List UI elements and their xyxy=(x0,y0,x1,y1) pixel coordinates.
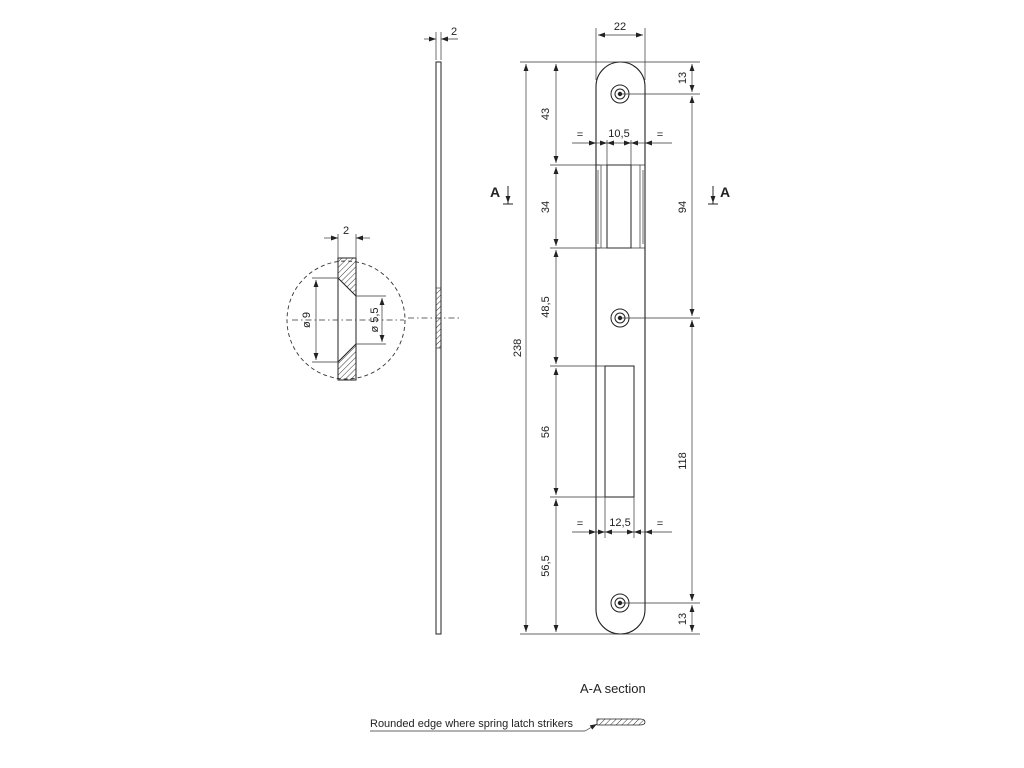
hole-detail xyxy=(287,225,405,380)
side-view xyxy=(408,26,462,634)
dim-lower-slot-width: 12,5 xyxy=(609,517,631,529)
dim-hole-bottom-edge: 13 xyxy=(677,612,689,626)
dim-hole-spacing-upper: 94 xyxy=(677,200,689,214)
detail-section-upper xyxy=(338,258,356,296)
front-view xyxy=(490,21,730,634)
detail-section-lower xyxy=(338,344,356,380)
section-mark-left xyxy=(490,184,513,204)
dim-detail-thickness: 2 xyxy=(343,225,350,237)
equal-mark-lower-left: = xyxy=(576,518,584,530)
svg-text:A: A xyxy=(720,184,731,200)
equal-mark-lower-right: = xyxy=(656,518,664,530)
dim-hole-spacing-lower: 118 xyxy=(677,452,689,470)
section-mark-right xyxy=(708,184,730,204)
section-caption: A-A section xyxy=(580,681,646,696)
rounded-edge-note xyxy=(370,718,645,731)
dim-upper-slot-height: 34 xyxy=(540,200,552,214)
dim-countersink-diameter: ø 9 xyxy=(301,312,313,328)
dim-upper-offset: 43 xyxy=(540,107,552,121)
dim-hole-top-edge: 13 xyxy=(677,71,689,85)
dim-middle-gap: 48,5 xyxy=(540,296,552,318)
dim-bottom-offset: 56,5 xyxy=(540,555,552,577)
section-profile xyxy=(597,719,645,725)
dim-thickness: 2 xyxy=(451,26,458,38)
equal-mark-upper-left: = xyxy=(576,129,584,141)
plate-outline xyxy=(596,62,645,634)
dim-lower-slot-height: 56 xyxy=(540,425,552,439)
equal-mark-upper-right: = xyxy=(656,129,664,141)
dim-top-width: 22 xyxy=(613,21,627,33)
svg-text:A: A xyxy=(490,184,501,200)
dim-upper-slot-width: 10,5 xyxy=(608,128,630,140)
dim-total-length: 238 xyxy=(512,338,524,358)
dim-hole-diameter: ø 5,5 xyxy=(369,307,381,333)
rounded-edge-caption: Rounded edge where spring latch strikers xyxy=(370,718,574,730)
